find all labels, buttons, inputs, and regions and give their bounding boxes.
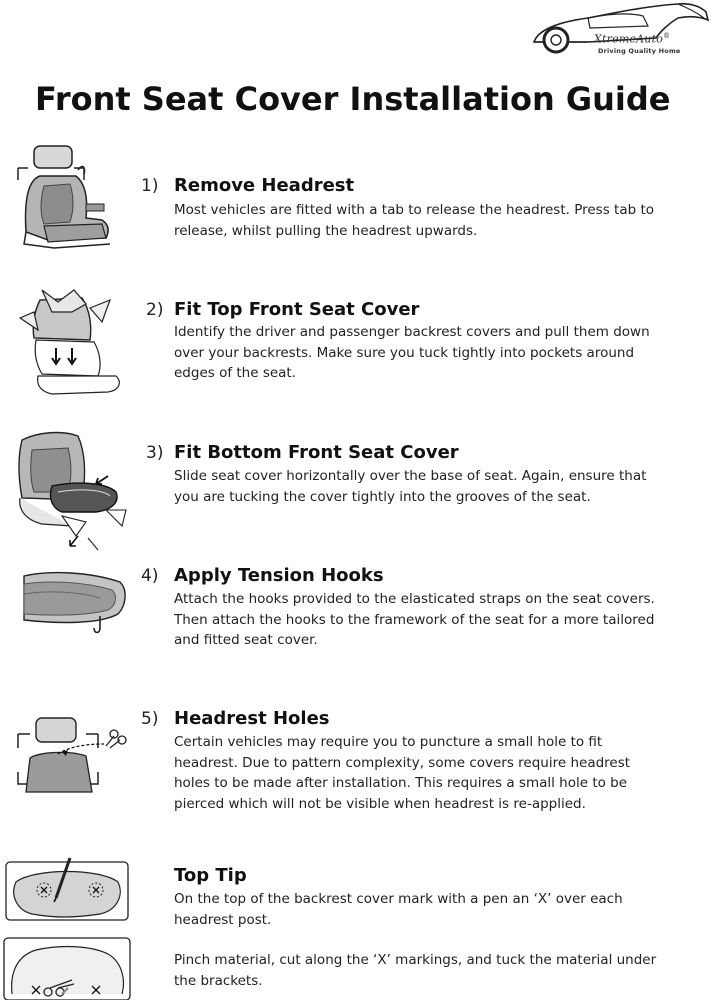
brand-name: XtremeAuto®	[594, 32, 671, 46]
step-1-number: 1)	[141, 176, 159, 196]
step-3-number: 3)	[146, 443, 164, 463]
step-5-number: 5)	[141, 709, 159, 729]
fit-bottom-cover-illustration	[12, 426, 137, 556]
tension-hooks-illustration	[20, 566, 132, 638]
step-3-title: Fit Bottom Front Seat Cover	[174, 442, 459, 463]
page-title: Front Seat Cover Installation Guide	[35, 80, 671, 118]
top-tip-text-2: Pinch material, cut along the ‘X’ markings, and tuck the material under the brackets.	[174, 952, 657, 989]
top-tip-text-1: On the top of the backrest cover mark with a pen an ‘X’ over each headrest post.	[174, 891, 623, 928]
brand-tagline: Driving Quality Home	[598, 47, 681, 55]
step-4-text: Attach the hooks provided to the elasticated straps on the seat covers. Then attach the hooks to the framework of the seat for a more tailored and fitted seat cover.	[174, 591, 655, 648]
step-3-text: Slide seat cover horizontally over the base of seat. Again, ensure that you are tucking the cover tightly into the grooves of the seat.	[174, 468, 647, 505]
cut-x-illustration	[2, 934, 134, 1000]
top-tip-title: Top Tip	[174, 865, 247, 886]
step-4-number: 4)	[141, 566, 159, 586]
headrest-holes-illustration	[14, 712, 134, 794]
mark-x-illustration	[4, 854, 134, 924]
brand-logo	[528, 2, 712, 60]
step-2-number: 2)	[146, 300, 164, 320]
step-2-title: Fit Top Front Seat Cover	[174, 299, 420, 320]
step-5-text: Certain vehicles may require you to puncture a small hole to fit headrest. Due to pattern complexity, some covers require headrest holes to be made after installation. This requires a small hole to be pierced which will not be visible when headrest is re-applied.	[174, 734, 631, 812]
step-2-text: Identify the driver and passenger backrest covers and pull them down over your backrests. Make sure you tuck tightly into pockets around edges of the seat.	[174, 324, 650, 381]
step-4-title: Apply Tension Hooks	[174, 565, 384, 586]
step-5-title: Headrest Holes	[174, 708, 330, 729]
step-1-text: Most vehicles are fitted with a tab to release the headrest. Press tab to release, whilst pulling the headrest upwards.	[174, 202, 655, 239]
step-1-title: Remove Headrest	[174, 175, 355, 196]
fit-top-cover-illustration	[12, 282, 132, 402]
remove-headrest-illustration	[14, 140, 124, 255]
